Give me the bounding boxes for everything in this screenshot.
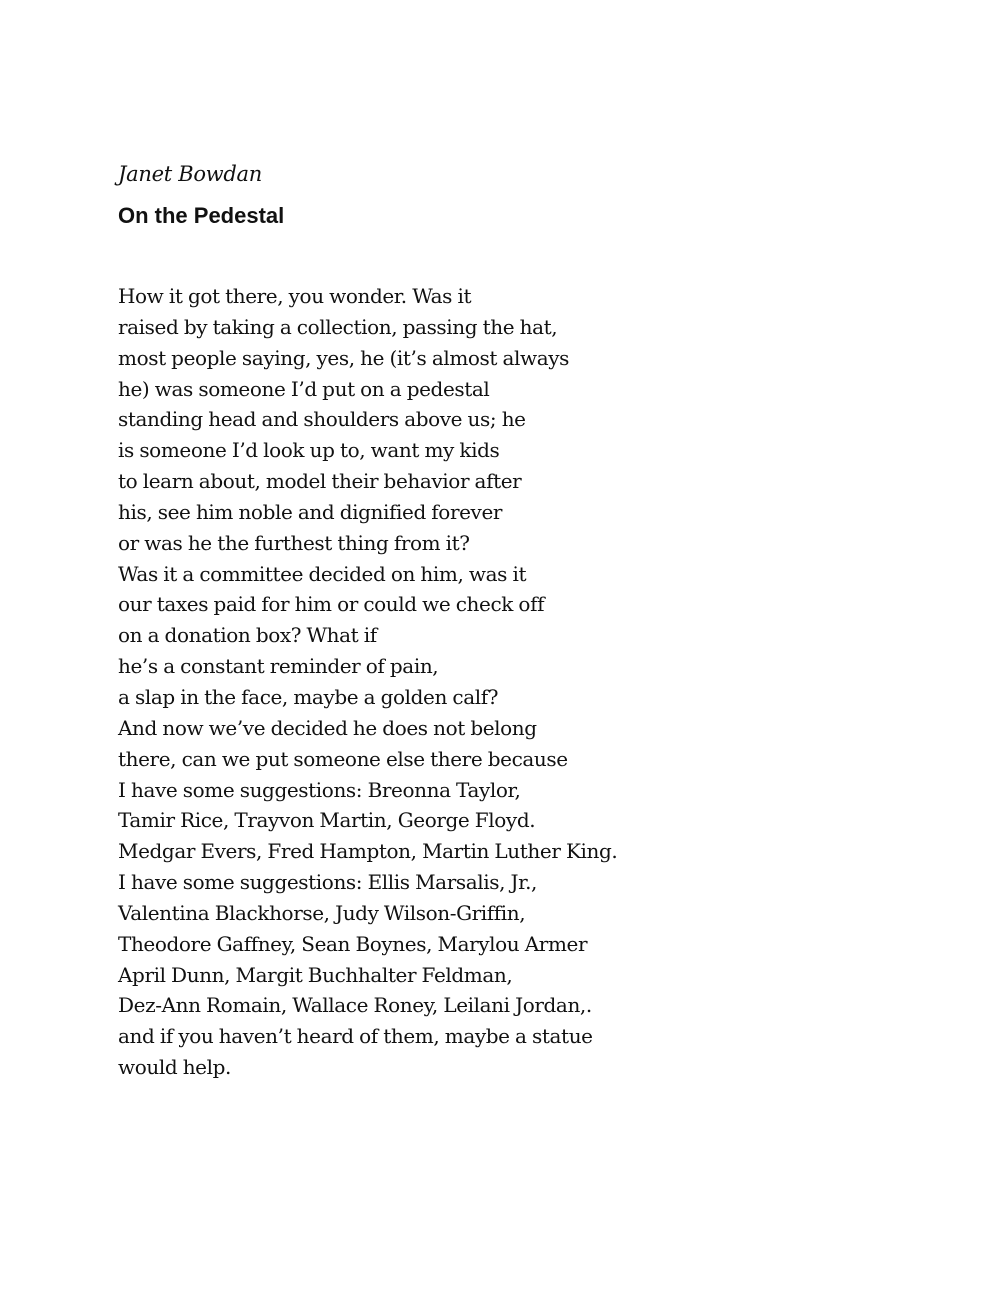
poem-line: our taxes paid for him or could we check off <box>118 592 545 617</box>
poem-line: there, can we put someone else there because <box>118 746 568 771</box>
poem-line: standing head and shoulders above us; he <box>118 407 526 432</box>
poem-line: would help. <box>118 1055 231 1080</box>
poem-line: Tamir Rice, Trayvon Martin, George Floyd. <box>118 808 536 833</box>
poem-line: on a donation box? What if <box>118 623 377 648</box>
poem-line: his, see him noble and dignified forever <box>118 499 503 524</box>
poem-line: raised by taking a collection, passing the hat, <box>118 314 558 339</box>
poem-line: or was he the furthest thing from it? <box>118 530 470 555</box>
poem-line: And now we’ve decided he does not belong <box>118 715 537 740</box>
poem-line: he) was someone I’d put on a pedestal <box>118 376 490 401</box>
poem-line: most people saying, yes, he (it’s almost always <box>118 345 570 370</box>
poem-line: Valentina Blackhorse, Judy Wilson-Griffin, <box>118 900 526 925</box>
poem-line: I have some suggestions: Ellis Marsalis, Jr., <box>118 870 538 895</box>
poem-title: On the Pedestal <box>118 203 285 228</box>
poem-line: and if you haven’t heard of them, maybe a statue <box>118 1024 593 1049</box>
poem-line: to learn about, model their behavior after <box>118 469 522 494</box>
poem-line: is someone I’d look up to, want my kids <box>118 438 500 463</box>
poem-line: Was it a committee decided on him, was it <box>118 561 527 586</box>
poem-line: April Dunn, Margit Buchhalter Feldman, <box>118 962 513 987</box>
poem-line: How it got there, you wonder. Was it <box>118 284 472 308</box>
poem-line: Dez-Ann Romain, Wallace Roney, Leilani Jordan,. <box>118 993 592 1018</box>
poem-line: he’s a constant reminder of pain, <box>118 654 439 679</box>
poem-line: Medgar Evers, Fred Hampton, Martin Luther King. <box>118 839 618 864</box>
author-name: Janet Bowdan <box>118 162 262 186</box>
poem-line: Theodore Gaffney, Sean Boynes, Marylou Armer <box>118 931 588 956</box>
poem-line: I have some suggestions: Breonna Taylor, <box>118 777 521 802</box>
poem-body <box>118 281 617 1083</box>
poem-line: a slap in the face, maybe a golden calf? <box>118 684 499 709</box>
